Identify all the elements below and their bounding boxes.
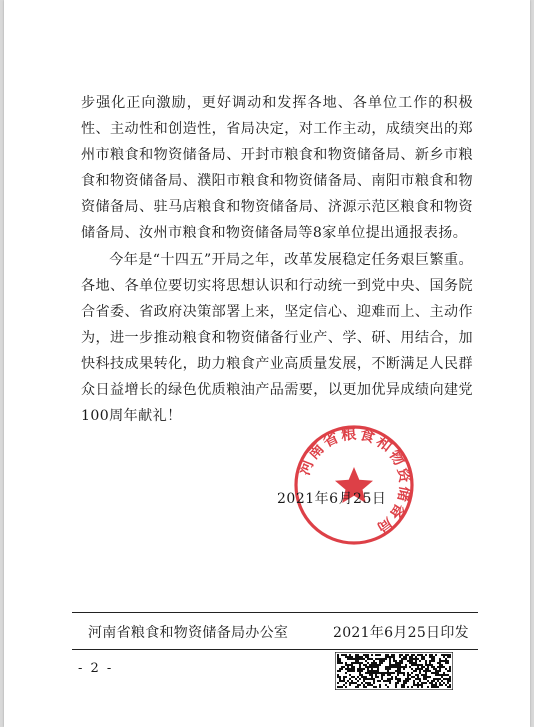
footer-print-date: 2021年6月25日印发 [333,625,469,641]
official-seal-stamp [292,423,416,547]
barcode-icon [335,652,453,690]
page-number: - 2 - [78,661,114,676]
document-page [4,0,530,727]
footer-issuing-office: 河南省粮食和物资储备局办公室 [88,625,289,641]
paragraph-commendation: 步强化正向激励，更好调动和发挥各地、各单位工作的积极性、主动性和创造性，省局决定，对工作主动，成绩突出的郑州市粮食和物资储备局、开封市粮食和物资储备局、新乡市粮食和物资储备局、濮阳市粮食和物资储备局、南阳市粮食和物资储备局、驻马店粮食和物资储备局、济源示范区粮食和物资储备局、汝州市粮食和物资储备局等8家单位提出通报表扬。 [81,95,473,242]
footer-bottom-rule [72,649,478,650]
paragraph-outlook: 今年是“十四五”开局之年，改革发展稳定任务艰巨繁重。各地、各单位要切实将思想认识和行动统一到党中央、国务院合省委、省政府决策部署上来，坚定信心、迎难而上、主动作为，进一步推动粮食和物资储备行业产、学、研、用结合，加快科技成果转化，助力粮食产业高质量发展，不断满足人民群众日益增长的绿色优质粮油产品需要，以更加优异成绩向建党100周年献礼！ [81,251,473,425]
signature-date: 2021年6月25日 [277,491,387,507]
document-body [81,90,473,429]
seal-text: 河南省粮食和物资储备局 [295,424,415,539]
footer-top-rule [72,612,478,613]
